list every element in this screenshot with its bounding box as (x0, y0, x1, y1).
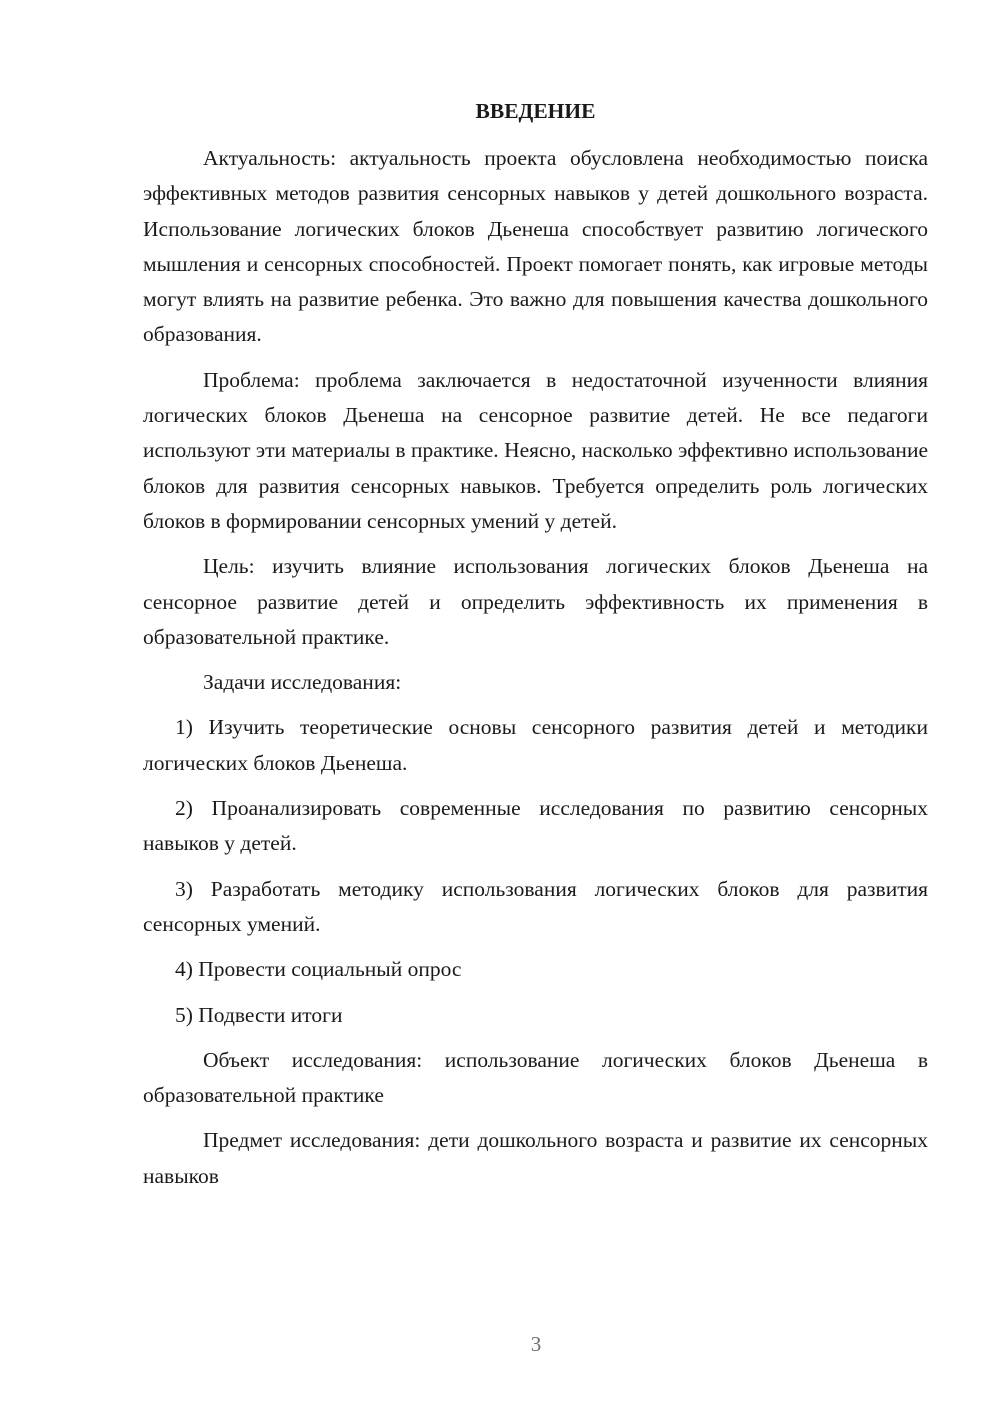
document-title: ВВЕДЕНИЕ (475, 99, 596, 123)
task-item-3: 3) Разработать методику использования логических блоков для развития сенсорных умений. (143, 876, 928, 936)
paragraph-tasks-heading: Задачи исследования: (203, 670, 402, 695)
paragraph-problem: Проблема: проблема заключается в недостаточной изученности влияния логических блоков Дьенеша на сенсорное развитие детей. Не все педагоги используют эти материалы в практике. Неясно, насколько эффективно использование блоков для развития сенсорных навыков. Требуется определить роль логических блоков в формировании сенсорных умений у детей. (143, 367, 928, 533)
task-item-1: 1) Изучить теоретические основы сенсорного развития детей и методики логических блоков Дьенеша. (143, 715, 928, 775)
paragraph-object: Объект исследования: использование логических блоков Дьенеша в образовательной практике (143, 1047, 928, 1108)
page-number: 3 (530, 1332, 542, 1356)
paragraph-subject: Предмет исследования: дети дошкольного возраста и развитие их сенсорных навыков (143, 1128, 928, 1188)
task-list (143, 710, 928, 1032)
task-item-4: 4) Провести социальный опрос (175, 957, 462, 982)
paragraph-goal: Цель: изучить влияние использования логических блоков Дьенеша на сенсорное развитие детей и определить эффективность их применения в образовательной практике. (143, 554, 928, 649)
paragraph-relevance: Актуальность: актуальность проекта обусловлена необходимостью поиска эффективных методов развития сенсорных навыков у детей дошкольного возраста. Использование логических блоков Дьенеша способствует развитию логического мышления и сенсорных способностей. Проект помогает понять, как игровые методы могут влиять на развитие ребенка. Это важно для повышения качества дошкольного образования. (143, 146, 928, 347)
task-item-2: 2) Проанализировать современные исследования по развитию сенсорных навыков у детей. (143, 796, 928, 856)
task-item-5: 5) Подвести итоги (175, 1002, 343, 1027)
document-page (143, 94, 928, 1204)
